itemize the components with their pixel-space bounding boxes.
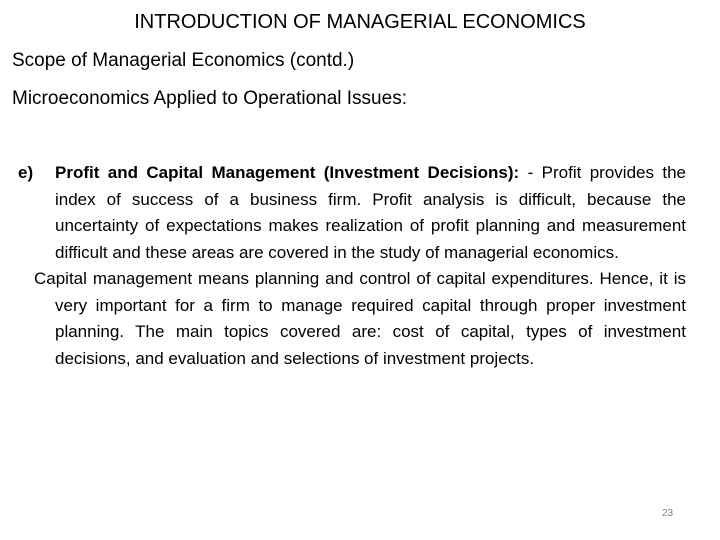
item-paragraph-capital: Capital management means planning and control of capital expenditures. Hence, it is very important for a firm to manage required capital through proper investment planning. The main topics covered are: cost of capital, types of investment decisions, and evaluation and selections of investment projects. [34, 269, 686, 368]
slide-subtitle: Scope of Managerial Economics (contd.) [12, 50, 355, 71]
item-paragraph-profit [18, 160, 686, 266]
item-paragraph1-text: - Profit provides the index of success of a business firm. Profit analysis is difficult, because the uncertainty of expectations makes realization of profit planning and measurement difficult and these areas are covered in the study of managerial economics. [55, 163, 686, 262]
section-heading: Microeconomics Applied to Operational Issues: [12, 88, 407, 109]
slide-title: INTRODUCTION OF MANAGERIAL ECONOMICS [134, 11, 586, 33]
item-marker: e) [18, 163, 34, 182]
page-number: 23 [662, 508, 674, 519]
list-item-e [18, 160, 686, 372]
item-heading: Profit and Capital Management (Investment Decisions): [55, 163, 520, 182]
